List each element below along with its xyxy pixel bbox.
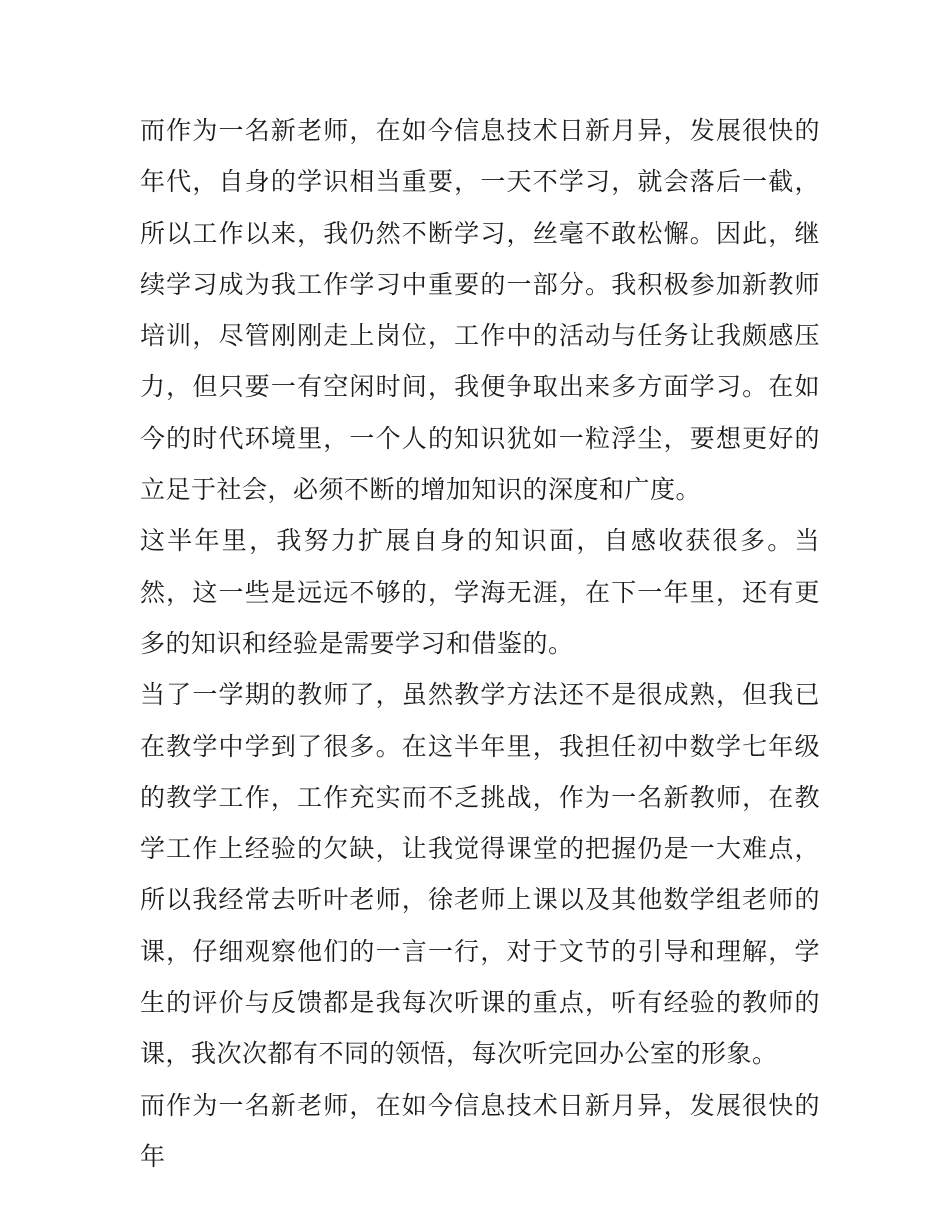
paragraph-1: 而作为一名新老师，在如今信息技术日新月异，发展很快的年代，自身的学识相当重要，一天不学习，就会落后一截，所以工作以来，我仍然不断学习，丝毫不敢松懈。因此，继续学习成为我工作学习中重要的一部分。我积极参加新教师培训，尽管刚刚走上岗位，工作中的活动与任务让我颇感压力，但只要一有空闲时间，我便争取出来多方面学习。在如今的时代环境里，一个人的知识犹如一粒浮尘，要想更好的立足于社会，必须不断的增加知识的深度和广度。 [140,116,820,505]
document-body [140,105,820,1182]
paragraph-2: 这半年里，我努力扩展自身的知识面，自感收获很多。当然，这一些是远远不够的，学海无涯，在下一年里，还有更多的知识和经验是需要学习和借鉴的。 [140,526,820,658]
paragraph-3: 当了一学期的教师了，虽然教学方法还不是很成熟，但我已在教学中学到了很多。在这半年里，我担任初中数学七年级的教学工作，工作充实而不乏挑战，作为一名新教师，在教学工作上经验的欠缺，让我觉得课堂的把握仍是一大难点，所以我经常去听叶老师，徐老师上课以及其他数学组老师的课，仔细观察他们的一言一行，对于文节的引导和理解，学生的评价与反馈都是我每次听课的重点，听有经验的教师的课，我次次都有不同的领悟，每次听完回办公室的形象。 [140,680,820,1069]
paragraph-4: 而作为一名新老师，在如今信息技术日新月异，发展很快的年 [140,1090,820,1171]
